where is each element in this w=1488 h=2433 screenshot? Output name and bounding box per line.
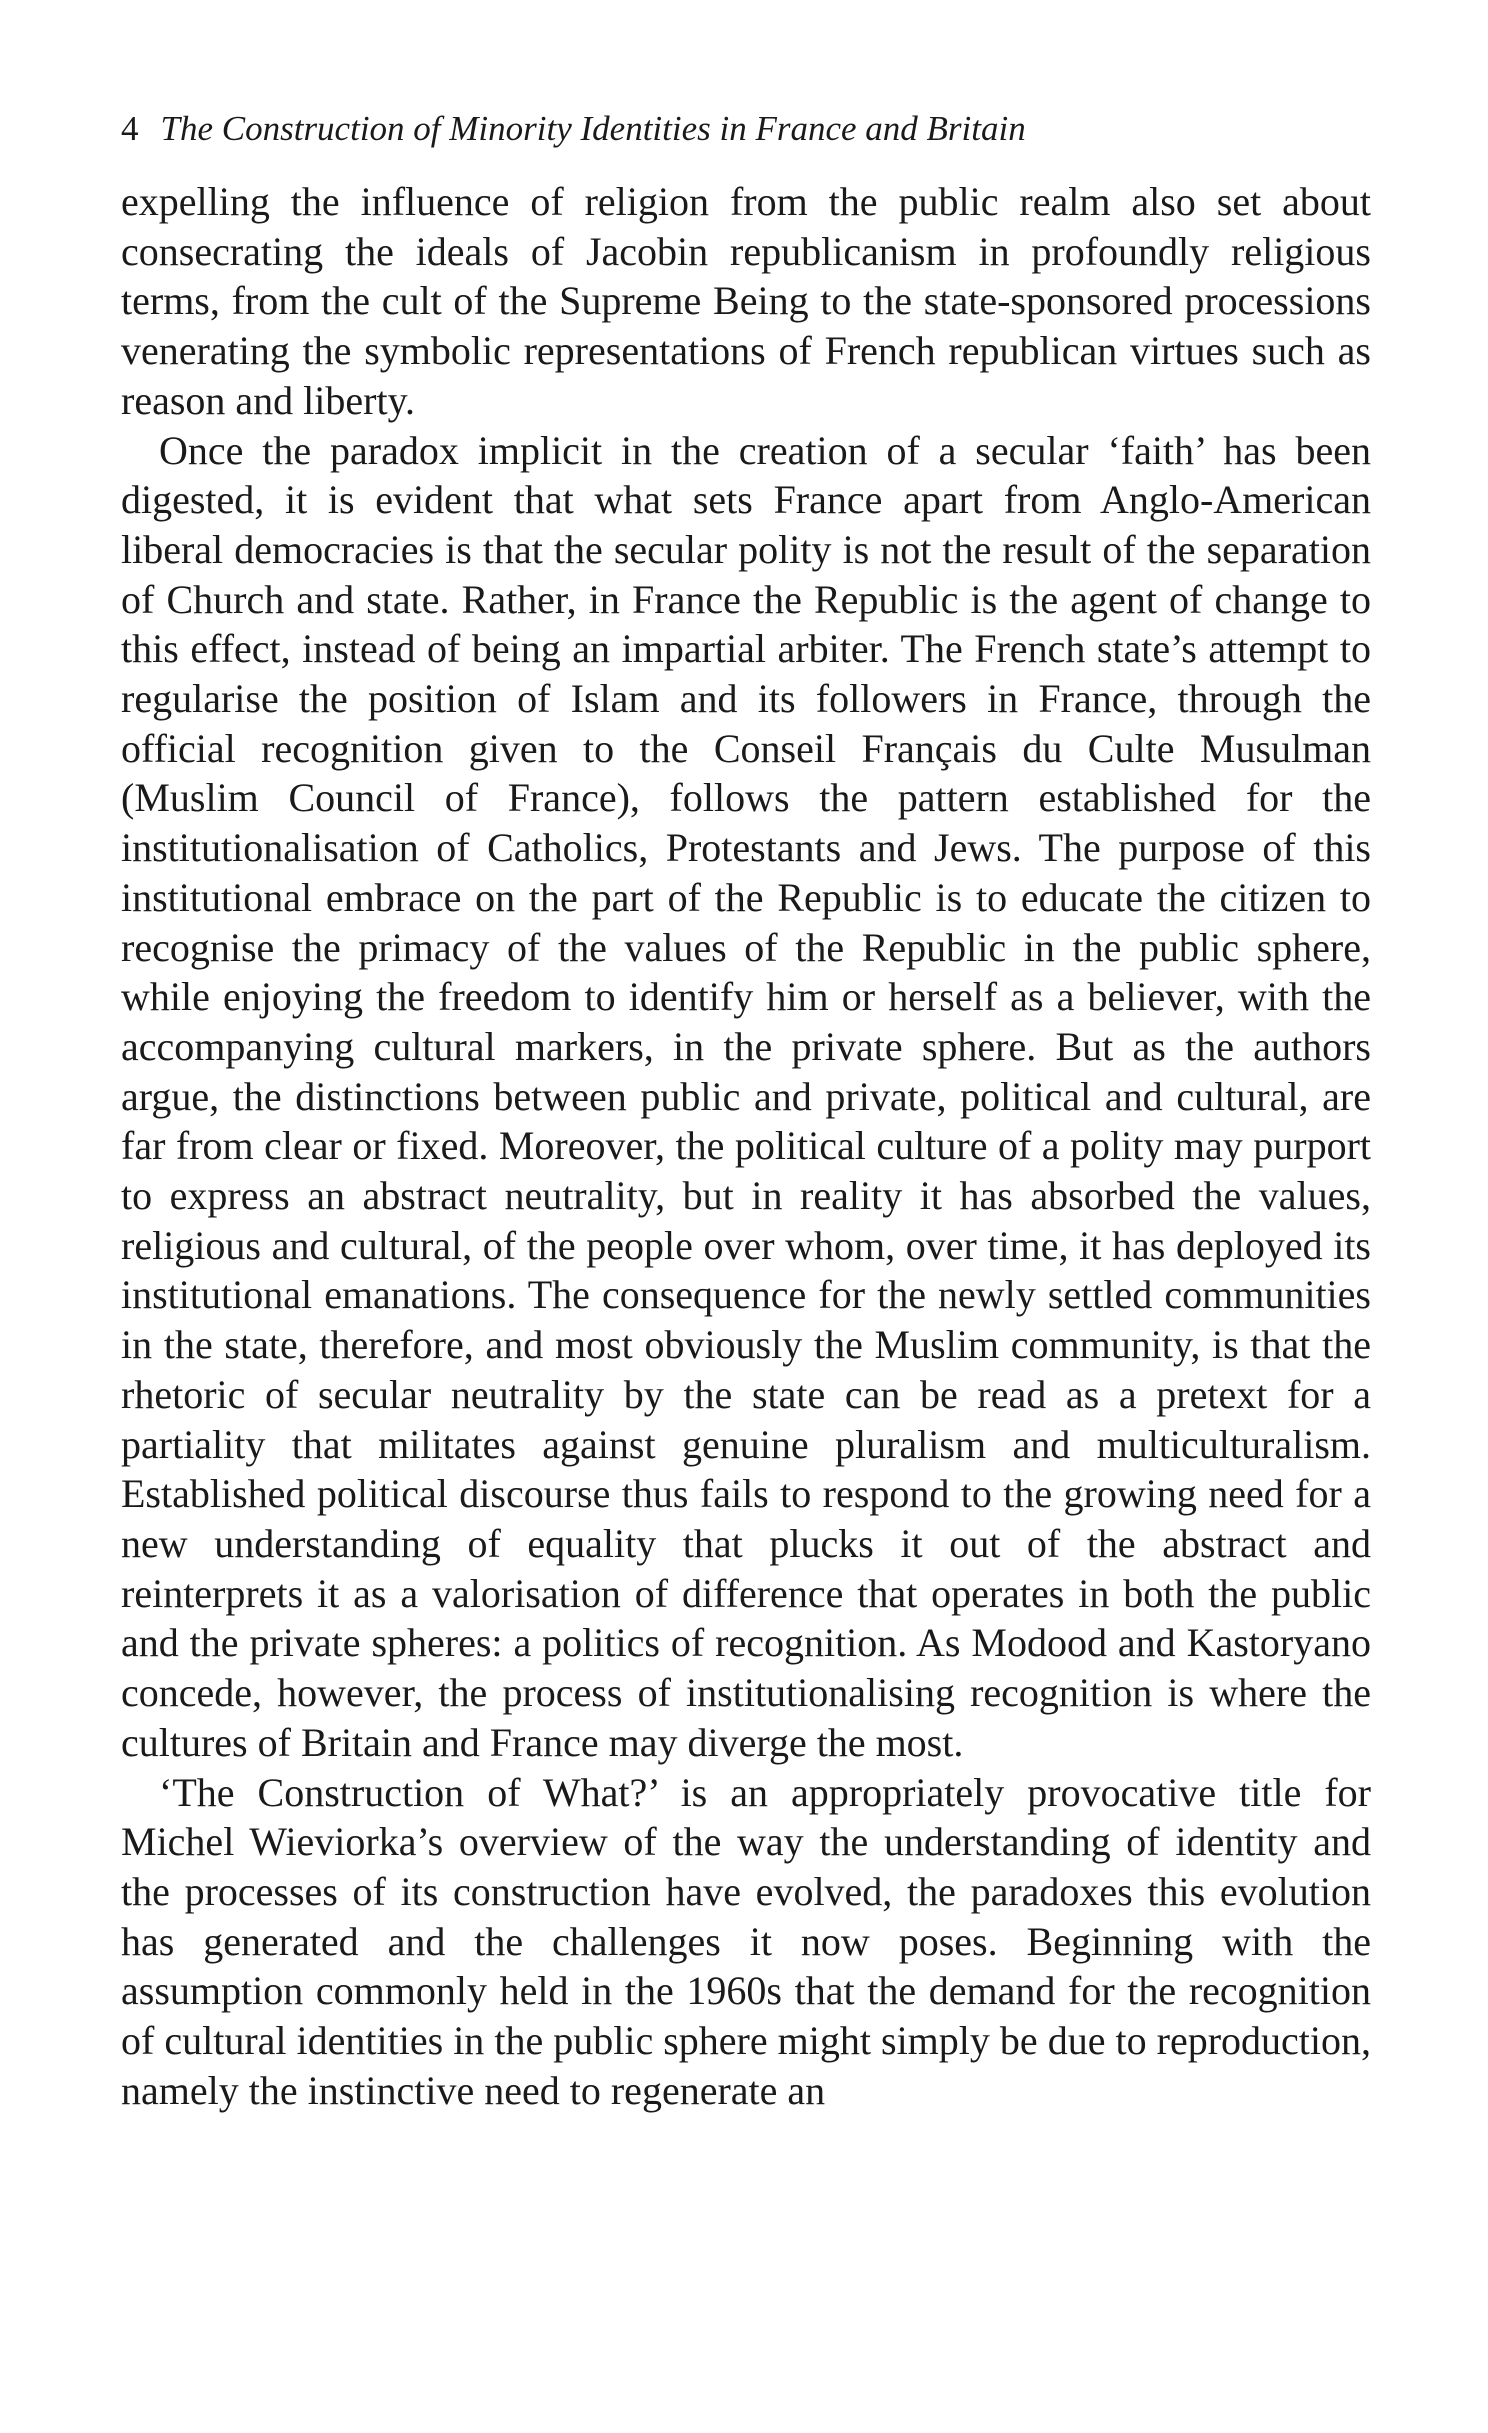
paragraph-continued: expelling the influence of religion from the public realm also set about consecrating the ideals of Jacobin republicanism in profoundly religious terms, from the cult of the Supreme Being to the state-sponsored processions venerating the symbolic representations of French republican virtues such as reason and liberty. [121,179,1371,423]
paragraph: ‘The Construction of What?’ is an appropriately provocative title for Michel Wieviorka’s overview of the way the understanding of identity and the processes of its construction have evolved, the paradoxes this evolution has generated and the challenges it now poses. Beginning with the assumption commonly held in the 1960s that the demand for the recognition of cultural identities in the public sphere might simply be due to reproduction, namely the instinctive need to regenerate an [121,1769,1371,2113]
page-number: 4 [121,109,139,148]
running-head-title: The Construction of Minority Identities in France and Britain [160,109,1026,148]
body-text [121,177,1371,2115]
running-head [121,105,1371,153]
book-page [121,105,1371,2115]
paragraph: Once the paradox implicit in the creation of a secular ‘faith’ has been digested, it is evident that what sets France apart from Anglo-American liberal democracies is that the secular polity is not the result of the separation of Church and state. Rather, in France the Republic is the agent of change to this effect, instead of being an impartial arbiter. The French state’s attempt to regularise the position of Islam and its followers in France, through the official recognition given to the Conseil Français du Culte Musulman (Muslim Council of France), follows the pattern established for the institutionalisation of Catholics, Protestants and Jews. The purpose of this institutional embrace on the part of the Republic is to educate the citizen to recognise the primacy of the values of the Republic in the public sphere, while enjoying the freedom to identify him or herself as a believer, with the accompanying cultural markers, in the private sphere. But as the authors argue, the distinctions between public and private, political and cultural, are far from clear or fixed. Moreover, the political culture of a polity may purport to express an abstract neutrality, but in reality it has absorbed the values, religious and cultural, of the people over whom, over time, it has deployed its institutional emanations. The consequence for the newly settled communities in the state, therefore, and most obviously the Muslim community, is that the rhetoric of secular neutrality by the state can be read as a pretext for a partiality that militates against genuine pluralism and multiculturalism. Established political discourse thus fails to respond to the growing need for a new understanding of equality that plucks it out of the abstract and reinterprets it as a valorisation of difference that operates in both the public and the private spheres: a politics of recognition. As Modood and Kastoryano concede, however, the process of institutionalising recognition is where the cultures of Britain and France may diverge the most. [121,427,1371,1765]
